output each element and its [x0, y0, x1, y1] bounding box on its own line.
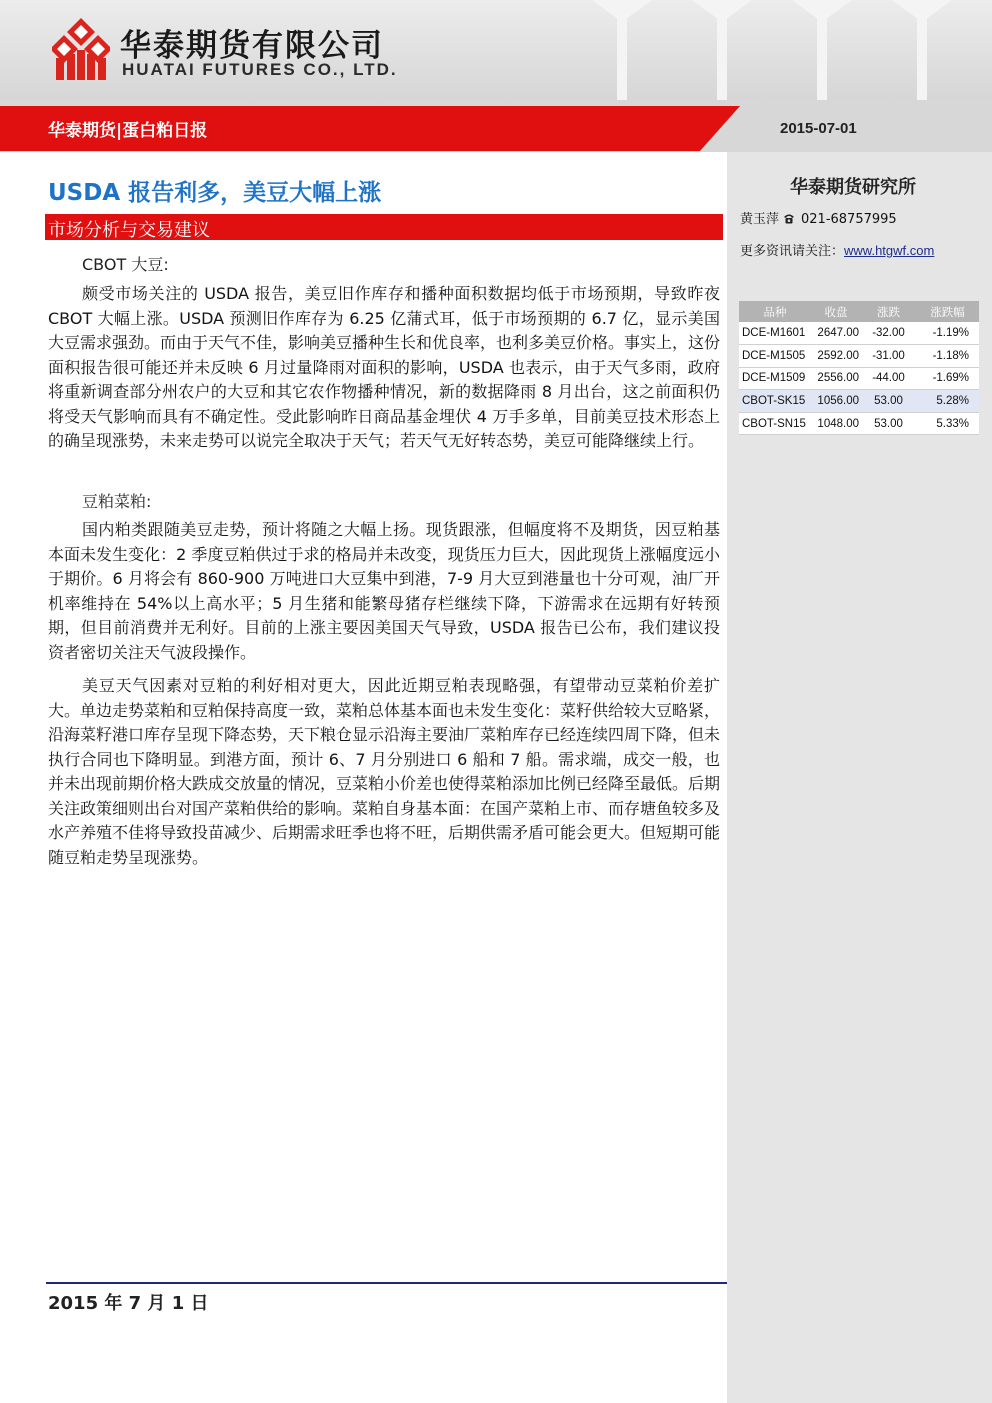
quotes-table	[739, 301, 979, 435]
report-date: 2015-07-01	[780, 120, 857, 137]
analyst-name: 黄玉萍	[740, 212, 780, 227]
quotes-header-row	[739, 301, 979, 322]
table-row	[739, 367, 979, 390]
quotes-header-close: 收盘	[811, 301, 861, 322]
quotes-header-change-pct: 涨跌幅	[916, 301, 979, 322]
more-info-line	[740, 240, 934, 259]
paragraph-cbot-soybean: 颇受市场关注的 USDA 报告，美豆旧作库存和播种面积数据均低于市场预期，导致昨夜 CBOT 大幅上涨。USDA 预测旧作库存为 6.25 亿蒲式耳，低于市场预期的 6.7 亿，显示美国大豆需求强劲。而由于天气不佳，影响美豆播种生长和优良率，也利多美豆价格。事实上，这份面积报告很可能还并未反映 6 月过量降雨对面积的影响，USDA 也表示，由于天气多雨，政府将重新调查部分州农户的大豆和其它农作物播种情况，新的数据降雨 8 月出台，这之前面积仍将受天气影响而具有不确定性。受此影响昨日商品基金埋伏 4 万手多单，目前美豆技术形态上的确呈现涨势，未来走势可以说完全取决于天气；若天气无好转态势，美豆可能降继续上行。	[48, 284, 721, 450]
quote-close: 2556.00	[811, 367, 861, 390]
quote-change-pct: -1.18%	[916, 345, 979, 368]
research-institute-title: 华泰期货研究所	[790, 177, 916, 198]
article-title: USDA 报告利多，美豆大幅上涨	[48, 180, 382, 206]
quote-change: 53.00	[861, 412, 916, 435]
quote-close: 2647.00	[811, 322, 861, 345]
analyst-contact	[740, 208, 897, 227]
subheading-soymeal-rapemeal: 豆粕菜粕:	[82, 492, 152, 511]
paragraph-rapemeal: 美豆天气因素对豆粕的利好相对更大，因此近期豆粕表现略强，有望带动豆菜粕价差扩大。单边走势菜粕和豆粕保持高度一致，菜粕总体基本面也未发生变化：菜籽供给较大豆略紧，沿海菜籽港口库存呈现下降态势，天下粮仓显示沿海主要油厂菜粕库存已经连续四周下降，但未执行合同也下降明显。到港方面，预计 6、7 月分别进口 6 船和 7 船。需求端，成交一般，也并未出现前期价格大跌成交放量的情况，豆菜粕小价差也使得菜粕添加比例已经降至最低。后期关注政策细则出台对国产菜粕供给的影响。菜粕自身基本面：在国产菜粕上市、而存塘鱼较多及水产养殖不佳将导致投苗减少、后期需求旺季也将不旺，后期供需矛盾可能会更大。但短期可能随豆粕走势呈现涨势。	[48, 676, 721, 867]
quote-contract: CBOT-SK15	[739, 390, 811, 413]
quote-change-pct: 5.28%	[916, 390, 979, 413]
quote-change: -31.00	[861, 345, 916, 368]
header-decoration	[592, 0, 992, 100]
quote-contract: DCE-M1601	[739, 322, 811, 345]
brand-name-english: HUATAI FUTURES CO., LTD.	[122, 60, 398, 79]
quote-change-pct: -1.19%	[916, 322, 979, 345]
quote-change: -44.00	[861, 367, 916, 390]
quote-contract: DCE-M1509	[739, 367, 811, 390]
footer-divider	[46, 1282, 727, 1284]
huatai-logo	[52, 18, 110, 80]
analyst-phone: 021-68757995	[801, 212, 897, 227]
table-row	[739, 345, 979, 368]
more-info-label: 更多资讯请关注：	[740, 244, 845, 259]
quote-change: 53.00	[861, 390, 916, 413]
phone-icon	[783, 213, 795, 224]
quote-close: 1048.00	[811, 412, 861, 435]
quotes-header-contract: 品种	[739, 301, 811, 322]
table-row	[739, 322, 979, 345]
website-link[interactable]: www.htgwf.com	[844, 243, 935, 258]
table-row	[739, 412, 979, 435]
quote-change: -32.00	[861, 322, 916, 345]
footer-date: 2015 年 7 月 1 日	[48, 1293, 209, 1314]
subheading-cbot-soybean: CBOT 大豆:	[82, 255, 169, 274]
quote-contract: CBOT-SN15	[739, 412, 811, 435]
section-title: 市场分析与交易建议	[48, 220, 210, 241]
quote-close: 2592.00	[811, 345, 861, 368]
quotes-header-change: 涨跌	[861, 301, 916, 322]
paragraph-soymeal: 国内粕类跟随美豆走势，预计将随之大幅上扬。现货跟涨，但幅度将不及期货，因豆粕基本面未发生变化：2 季度豆粕供过于求的格局并未改变，现货压力巨大，因此现货上涨幅度远小于期价。6 月将会有 860-900 万吨进口大豆集中到港，7-9 月大豆到港量也十分可观，油厂开机率维持在 54%以上高水平；5 月生猪和能繁母猪存栏继续下降，下游需求在远期有好转预期，但目前消费并无利好。目前的上涨主要因美国天气导致，USDA 报告已公布，我们建议投资者密切关注天气波段操作。	[48, 520, 720, 662]
quote-close: 1056.00	[811, 390, 861, 413]
quote-change-pct: 5.33%	[916, 412, 979, 435]
quote-contract: DCE-M1505	[739, 345, 811, 368]
report-series-title: 华泰期货|蛋白粕日报	[48, 121, 208, 141]
brand-name-chinese: 华泰期货有限公司	[120, 28, 384, 64]
table-row	[739, 390, 979, 413]
page-header	[0, 0, 992, 100]
quote-change-pct: -1.69%	[916, 367, 979, 390]
